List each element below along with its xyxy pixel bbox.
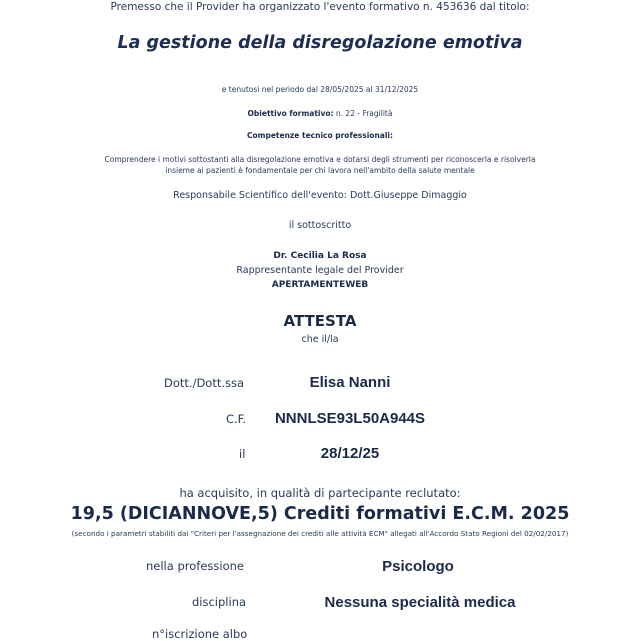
- profession-label: nella professione: [146, 559, 244, 573]
- che-il-text: che il/la: [301, 334, 339, 345]
- date-value: 28/12/25: [320, 445, 380, 462]
- provider-name: APERTAMENTEWEB: [271, 280, 369, 290]
- competences-title: Competenze tecnico professionali:: [246, 131, 393, 140]
- signer-name: Dr. Cecilia La Rosa: [273, 251, 367, 261]
- event-title: La gestione della disregolazione emotiva: [117, 33, 523, 53]
- date-label: il: [239, 447, 246, 461]
- acquired-text: ha acquisito, in qualità di partecipante reclutato:: [179, 486, 461, 500]
- profession-value: Psicologo: [382, 558, 454, 575]
- objective-label: Obiettivo formativo:: [247, 109, 334, 118]
- cf-label: C.F.: [226, 412, 247, 426]
- premise-text: Premesso che il Provider ha organizzato l'evento formativo n. 453636 dal titolo:: [110, 1, 530, 13]
- discipline-label: disciplina: [192, 595, 247, 609]
- params-note: (secondo i parametri stabiliti dai "Criteri per l'assegnazione dei crediti alle attività ECM" allegati all'Accordo Stato Regioni del 02/02/2017): [71, 529, 569, 538]
- title-label: Dott./Dott.ssa: [164, 376, 245, 390]
- attesta-heading: ATTESTA: [283, 312, 357, 330]
- fiscal-code: NNNLSE93L50A944S: [274, 410, 426, 427]
- objective-line: [0, 109, 640, 118]
- scientific-manager: Responsabile Scientifico dell'evento: Dott.Giuseppe Dimaggio: [173, 190, 467, 201]
- discipline-value: Nessuna specialità medica: [324, 594, 516, 611]
- event-period: e tenutosi nel periodo dal 28/05/2025 al 31/12/2025: [221, 85, 419, 94]
- competences-line-1: Comprendere i motivi sottostanti alla disregolazione emotiva e dotarsi degli strumenti per riconoscerla e risolverla: [104, 155, 536, 164]
- registration-label: n°iscrizione albo: [152, 627, 248, 641]
- objective-value: n. 22 - Fragilità: [333, 109, 393, 118]
- signer-role: Rappresentante legale del Provider: [236, 265, 404, 276]
- person-name: Elisa Nanni: [309, 374, 391, 391]
- competences-line-2: insieme ai pazienti è fondamentale per chi lavora nell'ambito della salute mentale: [165, 166, 475, 175]
- undersigned-text: il sottoscritto: [288, 220, 352, 231]
- credits-heading: 19,5 (DICIANNOVE,5) Crediti formativi E.C.M. 2025: [70, 504, 570, 524]
